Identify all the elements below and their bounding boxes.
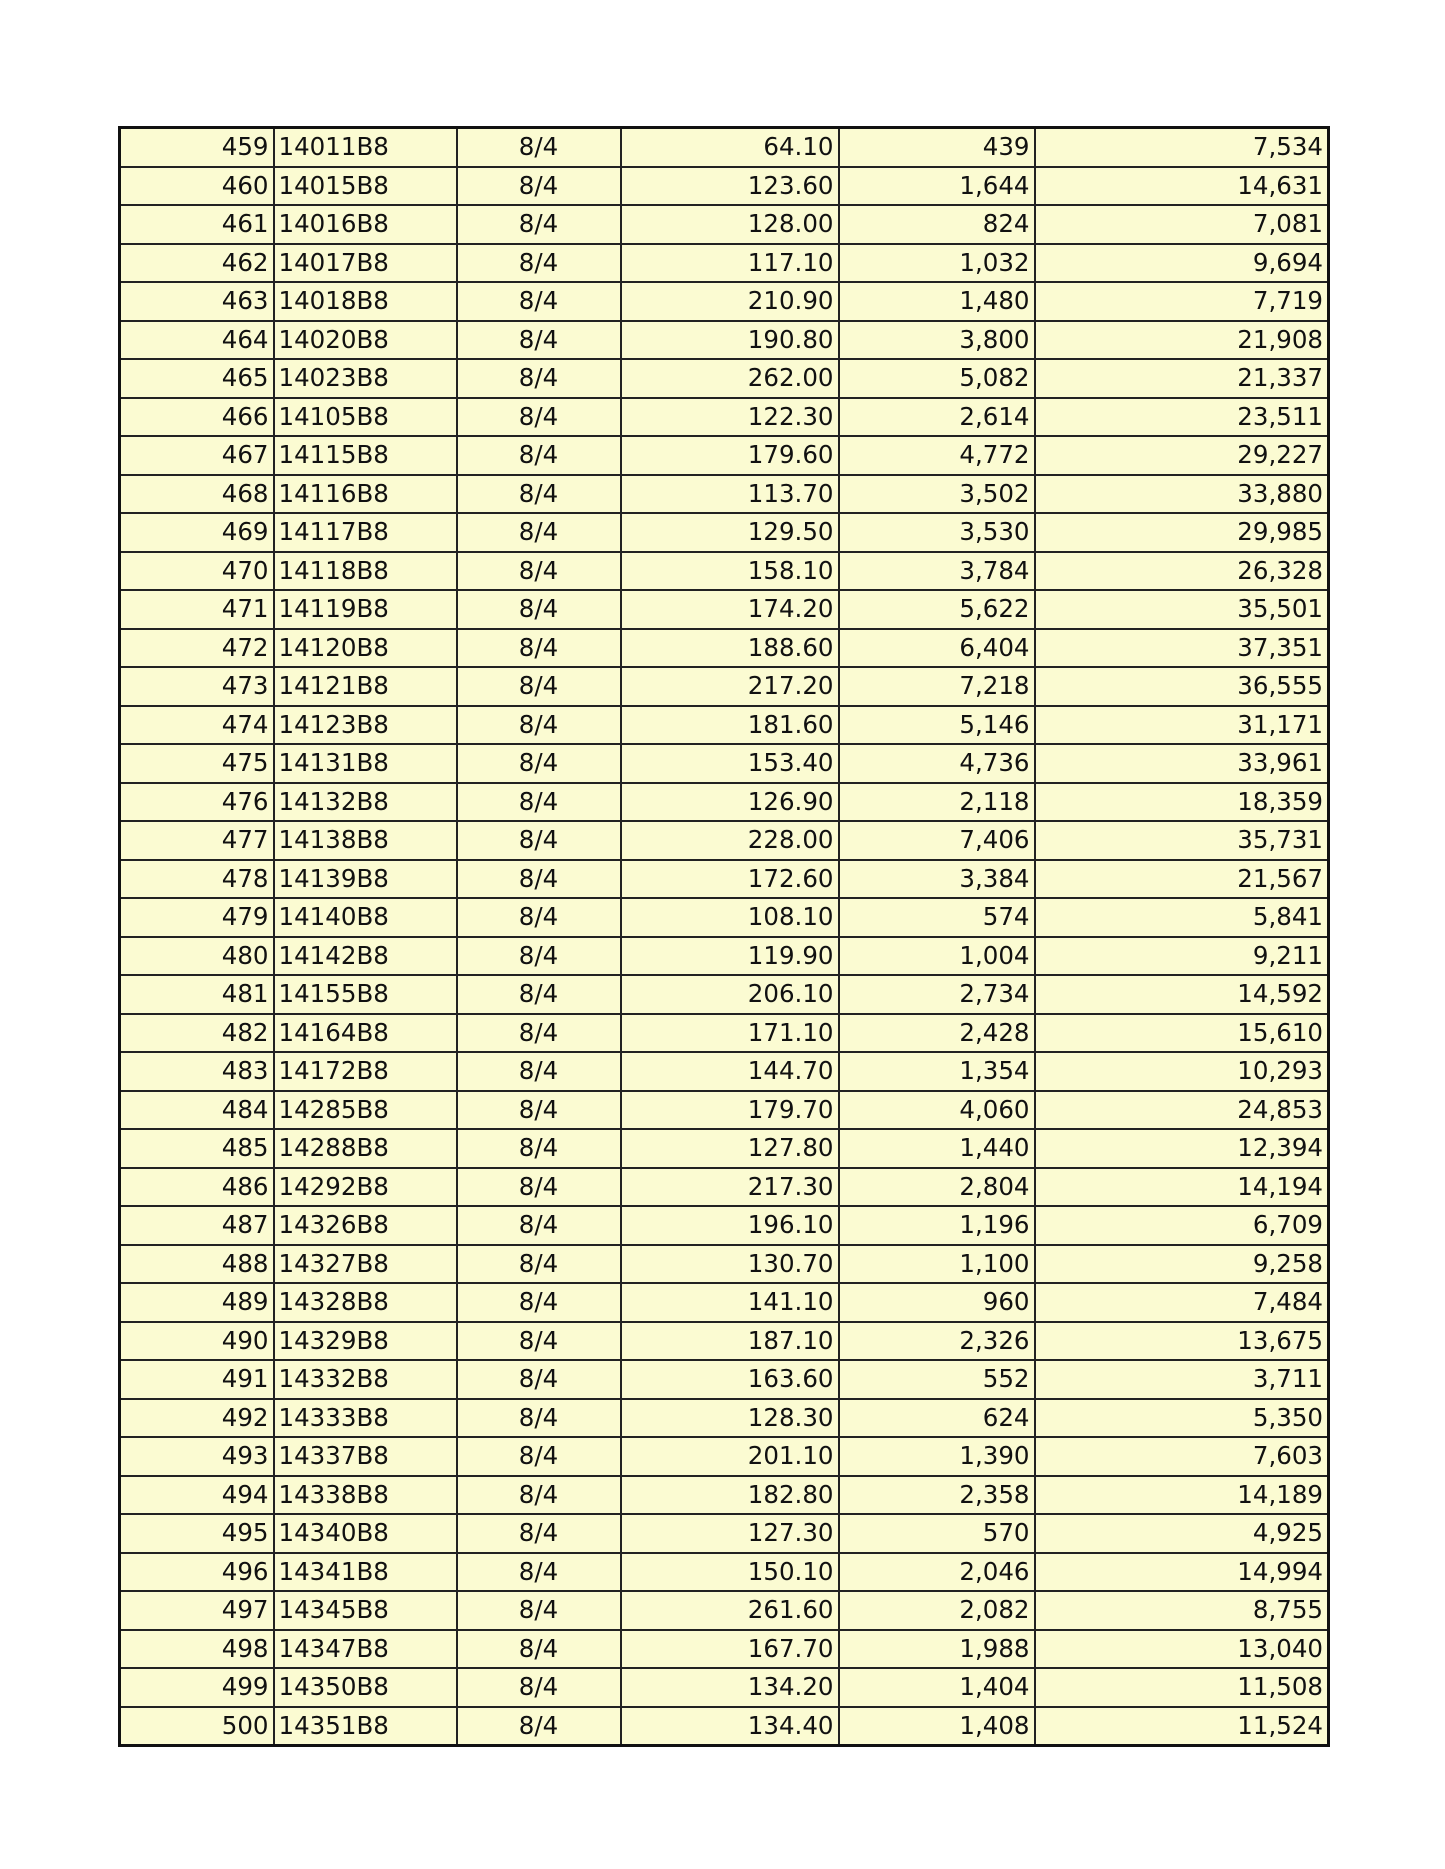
value-1-cell: 127.80 — [621, 1129, 839, 1168]
table-row — [120, 1399, 1329, 1438]
value-3-cell: 21,908 — [1035, 321, 1329, 360]
row-number-cell: 464 — [120, 321, 274, 360]
value-2-cell: 1,404 — [839, 1668, 1035, 1707]
value-3-cell: 35,731 — [1035, 821, 1329, 860]
row-number-cell: 482 — [120, 1014, 274, 1053]
row-number-cell: 473 — [120, 667, 274, 706]
table-row — [120, 205, 1329, 244]
item-code-cell: 14132B8 — [274, 783, 457, 822]
table-row — [120, 398, 1329, 437]
value-1-cell: 122.30 — [621, 398, 839, 437]
value-1-cell: 134.40 — [621, 1707, 839, 1746]
row-number-cell: 484 — [120, 1091, 274, 1130]
value-2-cell: 3,384 — [839, 860, 1035, 899]
value-1-cell: 127.30 — [621, 1514, 839, 1553]
value-3-cell: 23,511 — [1035, 398, 1329, 437]
value-1-cell: 119.90 — [621, 937, 839, 976]
row-number-cell: 493 — [120, 1437, 274, 1476]
value-2-cell: 7,218 — [839, 667, 1035, 706]
table-row — [120, 1168, 1329, 1207]
item-code-cell: 14016B8 — [274, 205, 457, 244]
value-1-cell: 206.10 — [621, 975, 839, 1014]
row-number-cell: 477 — [120, 821, 274, 860]
thickness-cell: 8/4 — [457, 1014, 621, 1053]
table-row — [120, 1322, 1329, 1361]
value-3-cell: 7,534 — [1035, 128, 1329, 167]
value-1-cell: 153.40 — [621, 744, 839, 783]
value-2-cell: 3,800 — [839, 321, 1035, 360]
value-1-cell: 134.20 — [621, 1668, 839, 1707]
thickness-cell: 8/4 — [457, 1553, 621, 1592]
thickness-cell: 8/4 — [457, 128, 621, 167]
thickness-cell: 8/4 — [457, 744, 621, 783]
value-3-cell: 31,171 — [1035, 706, 1329, 745]
row-number-cell: 470 — [120, 552, 274, 591]
table-row — [120, 475, 1329, 514]
value-3-cell: 14,631 — [1035, 167, 1329, 206]
value-1-cell: 181.60 — [621, 706, 839, 745]
thickness-cell: 8/4 — [457, 821, 621, 860]
table-row — [120, 667, 1329, 706]
value-1-cell: 141.10 — [621, 1283, 839, 1322]
item-code-cell: 14292B8 — [274, 1168, 457, 1207]
row-number-cell: 469 — [120, 513, 274, 552]
value-1-cell: 144.70 — [621, 1052, 839, 1091]
row-number-cell: 488 — [120, 1245, 274, 1284]
row-number-cell: 499 — [120, 1668, 274, 1707]
item-code-cell: 14115B8 — [274, 436, 457, 475]
value-2-cell: 1,032 — [839, 244, 1035, 283]
table-row — [120, 1514, 1329, 1553]
table-row — [120, 898, 1329, 937]
value-1-cell: 228.00 — [621, 821, 839, 860]
table-row — [120, 244, 1329, 283]
value-3-cell: 10,293 — [1035, 1052, 1329, 1091]
item-code-cell: 14140B8 — [274, 898, 457, 937]
item-code-cell: 14172B8 — [274, 1052, 457, 1091]
value-2-cell: 1,440 — [839, 1129, 1035, 1168]
item-code-cell: 14338B8 — [274, 1476, 457, 1515]
data-table — [118, 126, 1330, 1747]
value-2-cell: 4,772 — [839, 436, 1035, 475]
value-3-cell: 21,567 — [1035, 860, 1329, 899]
value-3-cell: 14,592 — [1035, 975, 1329, 1014]
table-row — [120, 975, 1329, 1014]
table-row — [120, 629, 1329, 668]
item-code-cell: 14337B8 — [274, 1437, 457, 1476]
item-code-cell: 14105B8 — [274, 398, 457, 437]
value-2-cell: 3,502 — [839, 475, 1035, 514]
row-number-cell: 497 — [120, 1591, 274, 1630]
table-row — [120, 552, 1329, 591]
thickness-cell: 8/4 — [457, 513, 621, 552]
item-code-cell: 14326B8 — [274, 1206, 457, 1245]
item-code-cell: 14341B8 — [274, 1553, 457, 1592]
value-1-cell: 217.30 — [621, 1168, 839, 1207]
item-code-cell: 14017B8 — [274, 244, 457, 283]
value-3-cell: 7,081 — [1035, 205, 1329, 244]
value-1-cell: 210.90 — [621, 282, 839, 321]
thickness-cell: 8/4 — [457, 205, 621, 244]
row-number-cell: 479 — [120, 898, 274, 937]
item-code-cell: 14328B8 — [274, 1283, 457, 1322]
table-row — [120, 1052, 1329, 1091]
item-code-cell: 14329B8 — [274, 1322, 457, 1361]
value-2-cell: 570 — [839, 1514, 1035, 1553]
row-number-cell: 465 — [120, 359, 274, 398]
item-code-cell: 14131B8 — [274, 744, 457, 783]
value-3-cell: 12,394 — [1035, 1129, 1329, 1168]
table-row — [120, 321, 1329, 360]
value-1-cell: 129.50 — [621, 513, 839, 552]
table-row — [120, 590, 1329, 629]
item-code-cell: 14350B8 — [274, 1668, 457, 1707]
value-3-cell: 15,610 — [1035, 1014, 1329, 1053]
table-row — [120, 1014, 1329, 1053]
value-1-cell: 201.10 — [621, 1437, 839, 1476]
value-1-cell: 150.10 — [621, 1553, 839, 1592]
thickness-cell: 8/4 — [457, 1707, 621, 1746]
table-row — [120, 860, 1329, 899]
value-2-cell: 2,326 — [839, 1322, 1035, 1361]
item-code-cell: 14288B8 — [274, 1129, 457, 1168]
value-1-cell: 262.00 — [621, 359, 839, 398]
row-number-cell: 467 — [120, 436, 274, 475]
thickness-cell: 8/4 — [457, 1399, 621, 1438]
value-2-cell: 1,408 — [839, 1707, 1035, 1746]
thickness-cell: 8/4 — [457, 590, 621, 629]
item-code-cell: 14123B8 — [274, 706, 457, 745]
thickness-cell: 8/4 — [457, 937, 621, 976]
value-2-cell: 1,354 — [839, 1052, 1035, 1091]
thickness-cell: 8/4 — [457, 1091, 621, 1130]
table-row — [120, 1476, 1329, 1515]
thickness-cell: 8/4 — [457, 1437, 621, 1476]
item-code-cell: 14118B8 — [274, 552, 457, 591]
table-row — [120, 706, 1329, 745]
row-number-cell: 498 — [120, 1630, 274, 1669]
value-2-cell: 1,390 — [839, 1437, 1035, 1476]
value-1-cell: 187.10 — [621, 1322, 839, 1361]
value-2-cell: 6,404 — [839, 629, 1035, 668]
value-2-cell: 3,784 — [839, 552, 1035, 591]
row-number-cell: 489 — [120, 1283, 274, 1322]
item-code-cell: 14164B8 — [274, 1014, 457, 1053]
value-3-cell: 33,961 — [1035, 744, 1329, 783]
value-3-cell: 7,603 — [1035, 1437, 1329, 1476]
item-code-cell: 14120B8 — [274, 629, 457, 668]
thickness-cell: 8/4 — [457, 167, 621, 206]
row-number-cell: 487 — [120, 1206, 274, 1245]
value-3-cell: 13,040 — [1035, 1630, 1329, 1669]
item-code-cell: 14138B8 — [274, 821, 457, 860]
value-3-cell: 8,755 — [1035, 1591, 1329, 1630]
thickness-cell: 8/4 — [457, 1668, 621, 1707]
value-3-cell: 5,350 — [1035, 1399, 1329, 1438]
item-code-cell: 14023B8 — [274, 359, 457, 398]
item-code-cell: 14121B8 — [274, 667, 457, 706]
value-1-cell: 190.80 — [621, 321, 839, 360]
value-3-cell: 33,880 — [1035, 475, 1329, 514]
value-3-cell: 14,194 — [1035, 1168, 1329, 1207]
table-row — [120, 1091, 1329, 1130]
thickness-cell: 8/4 — [457, 436, 621, 475]
item-code-cell: 14142B8 — [274, 937, 457, 976]
value-3-cell: 35,501 — [1035, 590, 1329, 629]
value-3-cell: 21,337 — [1035, 359, 1329, 398]
value-3-cell: 9,258 — [1035, 1245, 1329, 1284]
row-number-cell: 459 — [120, 128, 274, 167]
thickness-cell: 8/4 — [457, 667, 621, 706]
value-2-cell: 1,480 — [839, 282, 1035, 321]
value-2-cell: 2,614 — [839, 398, 1035, 437]
row-number-cell: 472 — [120, 629, 274, 668]
thickness-cell: 8/4 — [457, 1129, 621, 1168]
thickness-cell: 8/4 — [457, 898, 621, 937]
value-3-cell: 29,227 — [1035, 436, 1329, 475]
thickness-cell: 8/4 — [457, 552, 621, 591]
value-2-cell: 5,082 — [839, 359, 1035, 398]
row-number-cell: 461 — [120, 205, 274, 244]
value-1-cell: 158.10 — [621, 552, 839, 591]
value-1-cell: 179.70 — [621, 1091, 839, 1130]
row-number-cell: 494 — [120, 1476, 274, 1515]
value-2-cell: 3,530 — [839, 513, 1035, 552]
item-code-cell: 14018B8 — [274, 282, 457, 321]
value-3-cell: 13,675 — [1035, 1322, 1329, 1361]
row-number-cell: 471 — [120, 590, 274, 629]
table-row — [120, 1553, 1329, 1592]
value-1-cell: 217.20 — [621, 667, 839, 706]
value-2-cell: 574 — [839, 898, 1035, 937]
value-3-cell: 5,841 — [1035, 898, 1329, 937]
value-3-cell: 6,709 — [1035, 1206, 1329, 1245]
thickness-cell: 8/4 — [457, 1168, 621, 1207]
value-1-cell: 196.10 — [621, 1206, 839, 1245]
table-row — [120, 167, 1329, 206]
thickness-cell: 8/4 — [457, 1283, 621, 1322]
value-1-cell: 182.80 — [621, 1476, 839, 1515]
item-code-cell: 14155B8 — [274, 975, 457, 1014]
thickness-cell: 8/4 — [457, 1052, 621, 1091]
item-code-cell: 14351B8 — [274, 1707, 457, 1746]
thickness-cell: 8/4 — [457, 860, 621, 899]
row-number-cell: 475 — [120, 744, 274, 783]
value-3-cell: 18,359 — [1035, 783, 1329, 822]
table-row — [120, 783, 1329, 822]
table-row — [120, 744, 1329, 783]
row-number-cell: 491 — [120, 1360, 274, 1399]
value-3-cell: 14,189 — [1035, 1476, 1329, 1515]
value-3-cell: 3,711 — [1035, 1360, 1329, 1399]
row-number-cell: 474 — [120, 706, 274, 745]
value-1-cell: 174.20 — [621, 590, 839, 629]
row-number-cell: 483 — [120, 1052, 274, 1091]
item-code-cell: 14285B8 — [274, 1091, 457, 1130]
item-code-cell: 14333B8 — [274, 1399, 457, 1438]
value-1-cell: 113.70 — [621, 475, 839, 514]
thickness-cell: 8/4 — [457, 1206, 621, 1245]
row-number-cell: 478 — [120, 860, 274, 899]
value-2-cell: 1,988 — [839, 1630, 1035, 1669]
item-code-cell: 14327B8 — [274, 1245, 457, 1284]
table-row — [120, 513, 1329, 552]
table-row — [120, 1668, 1329, 1707]
item-code-cell: 14332B8 — [274, 1360, 457, 1399]
thickness-cell: 8/4 — [457, 359, 621, 398]
value-2-cell: 2,358 — [839, 1476, 1035, 1515]
row-number-cell: 476 — [120, 783, 274, 822]
value-2-cell: 439 — [839, 128, 1035, 167]
row-number-cell: 500 — [120, 1707, 274, 1746]
thickness-cell: 8/4 — [457, 244, 621, 283]
row-number-cell: 492 — [120, 1399, 274, 1438]
row-number-cell: 481 — [120, 975, 274, 1014]
table-row — [120, 1283, 1329, 1322]
thickness-cell: 8/4 — [457, 321, 621, 360]
item-code-cell: 14116B8 — [274, 475, 457, 514]
value-2-cell: 624 — [839, 1399, 1035, 1438]
value-2-cell: 1,196 — [839, 1206, 1035, 1245]
value-2-cell: 4,736 — [839, 744, 1035, 783]
table-row — [120, 1245, 1329, 1284]
value-1-cell: 126.90 — [621, 783, 839, 822]
value-2-cell: 1,100 — [839, 1245, 1035, 1284]
value-2-cell: 824 — [839, 205, 1035, 244]
row-number-cell: 462 — [120, 244, 274, 283]
item-code-cell: 14347B8 — [274, 1630, 457, 1669]
table-row — [120, 821, 1329, 860]
value-1-cell: 123.60 — [621, 167, 839, 206]
value-2-cell: 1,004 — [839, 937, 1035, 976]
table-row — [120, 128, 1329, 167]
thickness-cell: 8/4 — [457, 975, 621, 1014]
value-2-cell: 552 — [839, 1360, 1035, 1399]
value-2-cell: 2,428 — [839, 1014, 1035, 1053]
value-3-cell: 7,719 — [1035, 282, 1329, 321]
thickness-cell: 8/4 — [457, 1514, 621, 1553]
row-number-cell: 463 — [120, 282, 274, 321]
table-row — [120, 1707, 1329, 1746]
value-3-cell: 29,985 — [1035, 513, 1329, 552]
row-number-cell: 480 — [120, 937, 274, 976]
value-1-cell: 188.60 — [621, 629, 839, 668]
table-row — [120, 1591, 1329, 1630]
value-2-cell: 2,082 — [839, 1591, 1035, 1630]
value-1-cell: 171.10 — [621, 1014, 839, 1053]
row-number-cell: 490 — [120, 1322, 274, 1361]
value-2-cell: 5,146 — [839, 706, 1035, 745]
value-2-cell: 5,622 — [839, 590, 1035, 629]
value-1-cell: 128.00 — [621, 205, 839, 244]
value-1-cell: 108.10 — [621, 898, 839, 937]
value-1-cell: 128.30 — [621, 1399, 839, 1438]
value-3-cell: 9,694 — [1035, 244, 1329, 283]
value-3-cell: 14,994 — [1035, 1553, 1329, 1592]
table-body — [120, 128, 1329, 1746]
value-1-cell: 167.70 — [621, 1630, 839, 1669]
table-row — [120, 937, 1329, 976]
value-1-cell: 172.60 — [621, 860, 839, 899]
table-row — [120, 1206, 1329, 1245]
table-row — [120, 436, 1329, 475]
value-2-cell: 1,644 — [839, 167, 1035, 206]
thickness-cell: 8/4 — [457, 1630, 621, 1669]
thickness-cell: 8/4 — [457, 1591, 621, 1630]
value-3-cell: 26,328 — [1035, 552, 1329, 591]
value-3-cell: 7,484 — [1035, 1283, 1329, 1322]
table-row — [120, 1437, 1329, 1476]
value-2-cell: 7,406 — [839, 821, 1035, 860]
thickness-cell: 8/4 — [457, 629, 621, 668]
value-2-cell: 960 — [839, 1283, 1035, 1322]
row-number-cell: 496 — [120, 1553, 274, 1592]
value-1-cell: 117.10 — [621, 244, 839, 283]
item-code-cell: 14340B8 — [274, 1514, 457, 1553]
item-code-cell: 14139B8 — [274, 860, 457, 899]
row-number-cell: 495 — [120, 1514, 274, 1553]
thickness-cell: 8/4 — [457, 783, 621, 822]
table-row — [120, 282, 1329, 321]
value-3-cell: 4,925 — [1035, 1514, 1329, 1553]
row-number-cell: 468 — [120, 475, 274, 514]
thickness-cell: 8/4 — [457, 706, 621, 745]
value-2-cell: 2,734 — [839, 975, 1035, 1014]
thickness-cell: 8/4 — [457, 1360, 621, 1399]
value-2-cell: 2,046 — [839, 1553, 1035, 1592]
item-code-cell: 14119B8 — [274, 590, 457, 629]
thickness-cell: 8/4 — [457, 1245, 621, 1284]
value-3-cell: 9,211 — [1035, 937, 1329, 976]
table-row — [120, 1360, 1329, 1399]
value-1-cell: 130.70 — [621, 1245, 839, 1284]
item-code-cell: 14020B8 — [274, 321, 457, 360]
thickness-cell: 8/4 — [457, 475, 621, 514]
table-row — [120, 359, 1329, 398]
row-number-cell: 485 — [120, 1129, 274, 1168]
table-row — [120, 1630, 1329, 1669]
value-3-cell: 24,853 — [1035, 1091, 1329, 1130]
value-2-cell: 2,804 — [839, 1168, 1035, 1207]
thickness-cell: 8/4 — [457, 282, 621, 321]
value-1-cell: 64.10 — [621, 128, 839, 167]
thickness-cell: 8/4 — [457, 398, 621, 437]
value-3-cell: 36,555 — [1035, 667, 1329, 706]
value-3-cell: 11,508 — [1035, 1668, 1329, 1707]
thickness-cell: 8/4 — [457, 1322, 621, 1361]
item-code-cell: 14011B8 — [274, 128, 457, 167]
row-number-cell: 460 — [120, 167, 274, 206]
item-code-cell: 14117B8 — [274, 513, 457, 552]
value-1-cell: 261.60 — [621, 1591, 839, 1630]
value-3-cell: 37,351 — [1035, 629, 1329, 668]
item-code-cell: 14345B8 — [274, 1591, 457, 1630]
value-3-cell: 11,524 — [1035, 1707, 1329, 1746]
table-row — [120, 1129, 1329, 1168]
item-code-cell: 14015B8 — [274, 167, 457, 206]
value-2-cell: 4,060 — [839, 1091, 1035, 1130]
value-1-cell: 163.60 — [621, 1360, 839, 1399]
thickness-cell: 8/4 — [457, 1476, 621, 1515]
row-number-cell: 486 — [120, 1168, 274, 1207]
value-1-cell: 179.60 — [621, 436, 839, 475]
value-2-cell: 2,118 — [839, 783, 1035, 822]
row-number-cell: 466 — [120, 398, 274, 437]
